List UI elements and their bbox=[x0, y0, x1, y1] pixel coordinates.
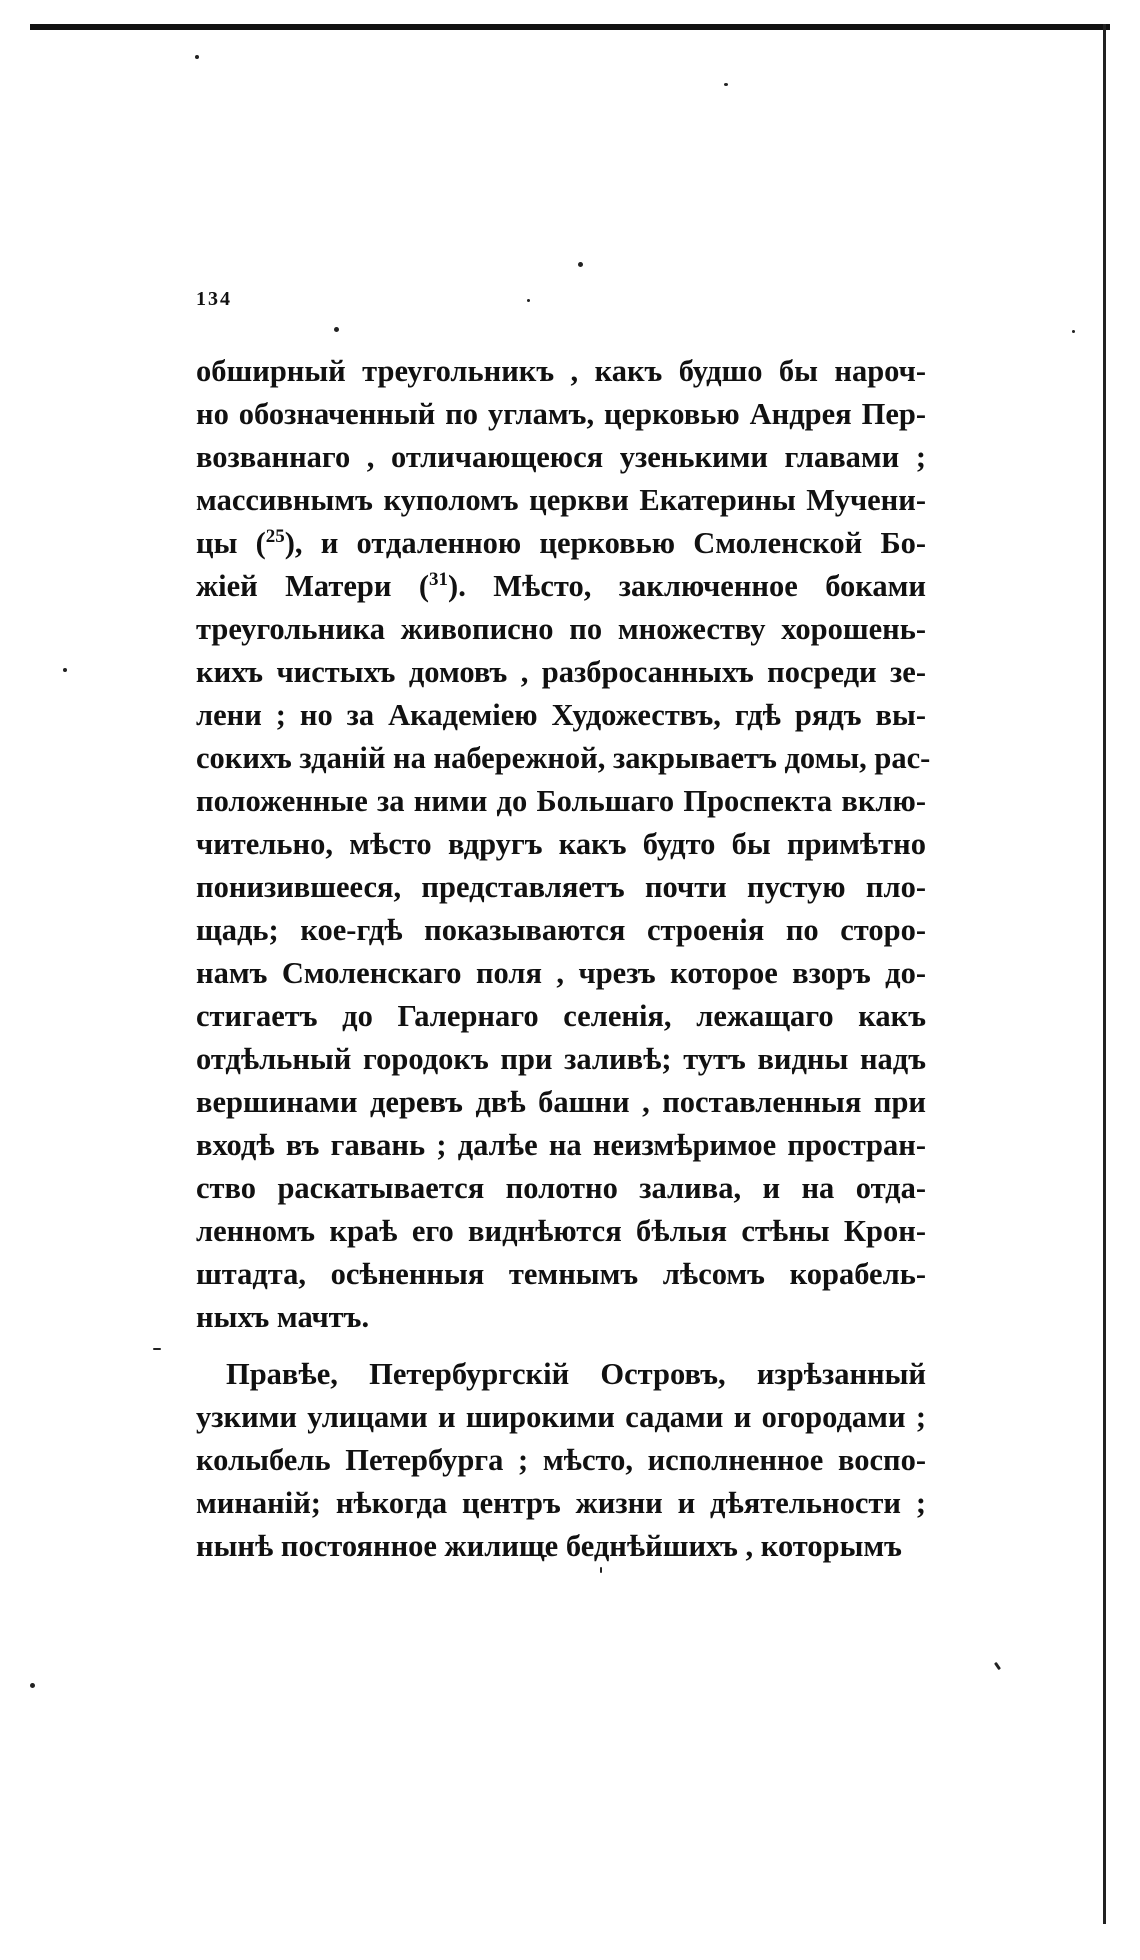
speck bbox=[195, 55, 199, 59]
paragraph-gap bbox=[196, 1339, 926, 1353]
speck bbox=[527, 299, 530, 302]
line-text: жіей Матери ( bbox=[196, 569, 430, 603]
text-line bbox=[196, 522, 926, 565]
line-text: ), и отдаленною церковью Смоленской Бо- bbox=[284, 526, 927, 560]
text-line: стигаетъ до Галернаго селенія, лежащаго какъ bbox=[196, 999, 926, 1033]
text-line: массивнымъ куполомъ церкви Екатерины Мучени- bbox=[196, 483, 926, 517]
text-line: обширный треугольникъ , какъ будшо бы нароч- bbox=[196, 354, 926, 388]
speck bbox=[994, 1662, 1001, 1670]
speck bbox=[153, 1348, 161, 1350]
text-line: треугольника живописно по множеству хорошень- bbox=[196, 612, 926, 646]
speck bbox=[578, 262, 583, 267]
text-line: отдѣльный городокъ при заливѣ; тутъ видны надъ bbox=[196, 1042, 926, 1076]
speck bbox=[334, 327, 339, 332]
text-line: положенные за ними до Большаго Проспекта вклю- bbox=[196, 784, 926, 818]
text-line: ныхъ мачтъ. bbox=[196, 1300, 370, 1334]
page-number: 134 bbox=[196, 288, 232, 310]
text-line: штадта, осѣненныя темнымъ лѣсомъ корабель- bbox=[196, 1257, 926, 1291]
text-line: кихъ чистыхъ домовъ , разбросанныхъ посреди зе- bbox=[196, 655, 926, 689]
text-line: щадь; кое-гдѣ показываются строенія по сторо- bbox=[196, 913, 926, 947]
body-text bbox=[196, 350, 931, 1568]
page-edge bbox=[1103, 24, 1106, 1924]
text-line: лени ; но за Академіею Художествъ, гдѣ рядъ вы- bbox=[196, 698, 926, 732]
footnote-ref: 25 bbox=[265, 525, 285, 547]
text-line: ленномъ краѣ его виднѣются бѣлыя стѣны Крон- bbox=[196, 1214, 926, 1248]
line-text: цы ( bbox=[196, 526, 266, 560]
text-line: понизившееся, представляетъ почти пустую пло- bbox=[196, 870, 926, 904]
line-text: ). Мѣсто, заключенное боками bbox=[448, 569, 926, 603]
footnote-ref: 31 bbox=[429, 568, 449, 590]
text-line: возваннаго , отличающеюся узенькими главами ; bbox=[196, 440, 926, 474]
speck bbox=[1072, 330, 1075, 333]
text-line bbox=[196, 565, 926, 608]
text-line: минаній; нѣкогда центръ жизни и дѣятельности ; bbox=[196, 1486, 926, 1520]
text-line: нынѣ постоянное жилище беднѣйшихъ , которымъ bbox=[196, 1529, 902, 1563]
text-line: намъ Смоленскаго поля , чрезъ которое взоръ до- bbox=[196, 956, 926, 990]
speck bbox=[724, 83, 728, 86]
text-line: сокихъ зданій на набережной, закрываетъ домы, рас- bbox=[196, 741, 931, 775]
text-line: узкими улицами и широкими садами и огородами ; bbox=[196, 1400, 926, 1434]
speck bbox=[63, 668, 67, 672]
text-line: Правѣе, Петербургскій Островъ, изрѣзанный bbox=[226, 1357, 926, 1391]
text-line: колыбель Петербурга ; мѣсто, исполненное воспо- bbox=[196, 1443, 926, 1477]
text-line: вершинами деревъ двѣ башни , поставленныя при bbox=[196, 1085, 926, 1119]
speck bbox=[30, 1683, 35, 1688]
top-rule bbox=[30, 24, 1110, 30]
text-line: но обозначенный по угламъ, церковью Андрея Пер- bbox=[196, 397, 926, 431]
text-line: ство раскатывается полотно залива, и на отда- bbox=[196, 1171, 926, 1205]
text-line: входѣ въ гавань ; далѣе на неизмѣримое простран- bbox=[196, 1128, 926, 1162]
text-line: чительно, мѣсто вдругъ какъ будто бы примѣтно bbox=[196, 827, 926, 861]
